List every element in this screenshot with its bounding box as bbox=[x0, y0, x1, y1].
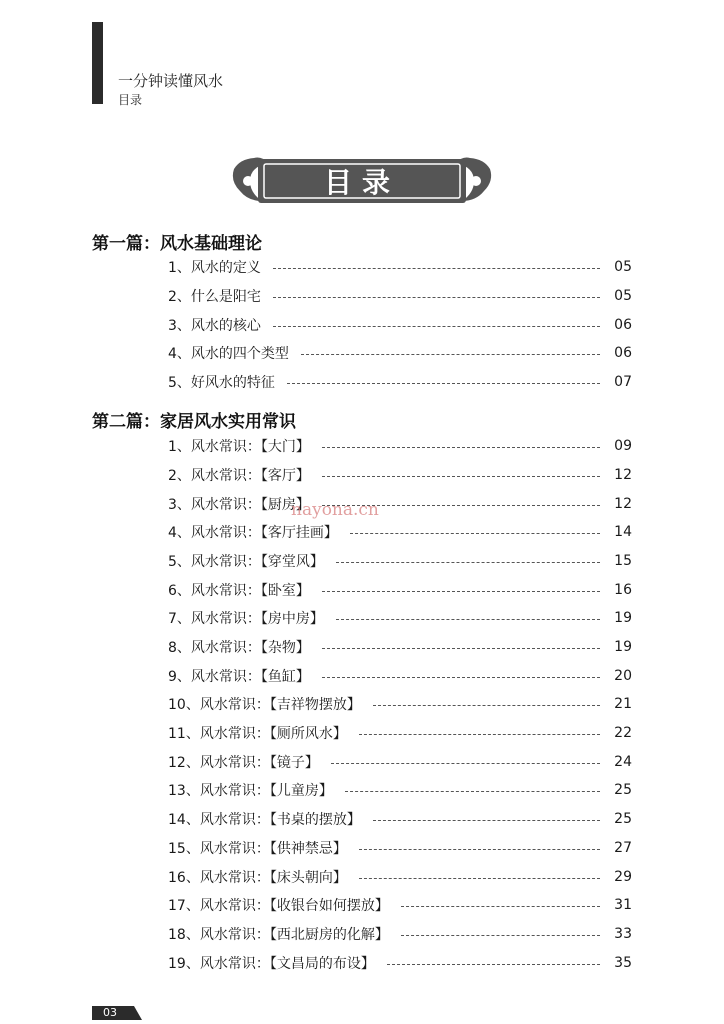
toc-item[interactable] bbox=[168, 636, 632, 658]
toc-item-label: 19、风水常识：【文昌局的布设】 bbox=[168, 956, 375, 972]
dotted-leader bbox=[336, 562, 600, 563]
toc-item[interactable] bbox=[168, 837, 632, 859]
dotted-leader bbox=[373, 705, 600, 706]
toc-item-page: 05 bbox=[614, 259, 632, 275]
toc-item-page: 12 bbox=[614, 496, 632, 512]
dotted-leader bbox=[359, 849, 600, 850]
toc-item-label: 18、风水常识：【西北厨房的化解】 bbox=[168, 927, 389, 943]
toc-item[interactable] bbox=[168, 779, 632, 801]
toc-item[interactable] bbox=[168, 607, 632, 629]
toc-item[interactable] bbox=[168, 952, 632, 974]
toc-item-label: 3、风水的核心 bbox=[168, 318, 261, 334]
toc-item-label: 8、风水常识：【杂物】 bbox=[168, 640, 310, 656]
section-title: 第二篇：家居风水实用常识 bbox=[92, 412, 296, 432]
toc-item-label: 17、风水常识：【收银台如何摆放】 bbox=[168, 898, 389, 914]
toc-item-page: 15 bbox=[614, 553, 632, 569]
toc-item-page: 24 bbox=[614, 754, 632, 770]
toc-item-page: 19 bbox=[614, 639, 632, 655]
toc-item-label: 10、风水常识：【吉祥物摆放】 bbox=[168, 697, 361, 713]
header-accent-bar bbox=[92, 22, 103, 104]
toc-item[interactable] bbox=[168, 722, 632, 744]
toc-item-page: 06 bbox=[614, 317, 632, 333]
toc-item-page: 29 bbox=[614, 869, 632, 885]
dotted-leader bbox=[373, 820, 600, 821]
header-section-label: 目录 bbox=[118, 93, 143, 107]
page-number: 03 bbox=[103, 1006, 117, 1019]
toc-item-page: 31 bbox=[614, 897, 632, 913]
toc-item[interactable] bbox=[168, 493, 632, 515]
toc-item-page: 25 bbox=[614, 782, 632, 798]
toc-item-label: 5、好风水的特征 bbox=[168, 375, 275, 391]
toc-item-page: 21 bbox=[614, 696, 632, 712]
toc-item[interactable] bbox=[168, 808, 632, 830]
toc-item[interactable] bbox=[168, 464, 632, 486]
toc-item-page: 33 bbox=[614, 926, 632, 942]
toc-item[interactable] bbox=[168, 256, 632, 278]
toc-item[interactable] bbox=[168, 314, 632, 336]
toc-item-label: 1、风水的定义 bbox=[168, 260, 261, 276]
toc-item-label: 9、风水常识：【鱼缸】 bbox=[168, 669, 310, 685]
dotted-leader bbox=[387, 964, 600, 965]
toc-item-page: 16 bbox=[614, 582, 632, 598]
toc-item-page: 14 bbox=[614, 524, 632, 540]
dotted-leader bbox=[401, 935, 600, 936]
toc-item[interactable] bbox=[168, 665, 632, 687]
toc-item-page: 09 bbox=[614, 438, 632, 454]
toc-item-label: 4、风水的四个类型 bbox=[168, 346, 289, 362]
dotted-leader bbox=[287, 383, 600, 384]
toc-item-label: 7、风水常识：【房中房】 bbox=[168, 611, 324, 627]
toc-item-label: 11、风水常识：【厕所风水】 bbox=[168, 726, 347, 742]
toc-item-page: 27 bbox=[614, 840, 632, 856]
toc-item[interactable] bbox=[168, 342, 632, 364]
toc-item-page: 20 bbox=[614, 668, 632, 684]
toc-item-page: 25 bbox=[614, 811, 632, 827]
toc-item[interactable] bbox=[168, 579, 632, 601]
dotted-leader bbox=[273, 268, 600, 269]
toc-item[interactable] bbox=[168, 371, 632, 393]
toc-item[interactable] bbox=[168, 923, 632, 945]
toc-item-label: 5、风水常识：【穿堂风】 bbox=[168, 554, 324, 570]
dotted-leader bbox=[359, 878, 600, 879]
toc-item-label: 3、风水常识：【厨房】 bbox=[168, 497, 310, 513]
toc-banner bbox=[228, 153, 496, 209]
book-title: 一分钟读懂风水 bbox=[118, 72, 224, 90]
toc-item-page: 06 bbox=[614, 345, 632, 361]
dotted-leader bbox=[322, 677, 600, 678]
toc-item-label: 2、什么是阳宅 bbox=[168, 289, 261, 305]
toc-item[interactable] bbox=[168, 693, 632, 715]
dotted-leader bbox=[359, 734, 600, 735]
toc-item-page: 07 bbox=[614, 374, 632, 390]
toc-item[interactable] bbox=[168, 521, 632, 543]
dotted-leader bbox=[322, 476, 600, 477]
toc-banner-title: 目录 bbox=[323, 166, 400, 199]
dotted-leader bbox=[273, 297, 600, 298]
dotted-leader bbox=[350, 533, 600, 534]
dotted-leader bbox=[322, 591, 600, 592]
section-title: 第一篇：风水基础理论 bbox=[92, 234, 262, 254]
toc-item-label: 4、风水常识：【客厅挂画】 bbox=[168, 525, 338, 541]
toc-item-label: 15、风水常识：【供神禁忌】 bbox=[168, 841, 347, 857]
toc-item[interactable] bbox=[168, 751, 632, 773]
toc-item[interactable] bbox=[168, 866, 632, 888]
toc-item[interactable] bbox=[168, 435, 632, 457]
dotted-leader bbox=[322, 447, 600, 448]
dotted-leader bbox=[301, 354, 600, 355]
dotted-leader bbox=[401, 906, 600, 907]
toc-item-label: 6、风水常识：【卧室】 bbox=[168, 583, 310, 599]
dotted-leader bbox=[336, 619, 600, 620]
page-number-tab bbox=[92, 1006, 142, 1020]
toc-item-page: 12 bbox=[614, 467, 632, 483]
toc-item[interactable] bbox=[168, 894, 632, 916]
toc-item-label: 13、风水常识：【儿童房】 bbox=[168, 783, 333, 799]
toc-item-label: 2、风水常识：【客厅】 bbox=[168, 468, 310, 484]
toc-item-label: 1、风水常识：【大门】 bbox=[168, 439, 310, 455]
dotted-leader bbox=[345, 791, 600, 792]
toc-item-page: 22 bbox=[614, 725, 632, 741]
toc-item[interactable] bbox=[168, 550, 632, 572]
toc-item-label: 14、风水常识：【书桌的摆放】 bbox=[168, 812, 361, 828]
toc-item[interactable] bbox=[168, 285, 632, 307]
dotted-leader bbox=[322, 648, 600, 649]
toc-item-page: 05 bbox=[614, 288, 632, 304]
dotted-leader bbox=[273, 326, 600, 327]
watermark: nayona.cn bbox=[291, 500, 379, 520]
toc-item-label: 12、风水常识：【镜子】 bbox=[168, 755, 319, 771]
dotted-leader bbox=[331, 763, 600, 764]
toc-item-page: 35 bbox=[614, 955, 632, 971]
toc-item-page: 19 bbox=[614, 610, 632, 626]
toc-item-label: 16、风水常识：【床头朝向】 bbox=[168, 870, 347, 886]
